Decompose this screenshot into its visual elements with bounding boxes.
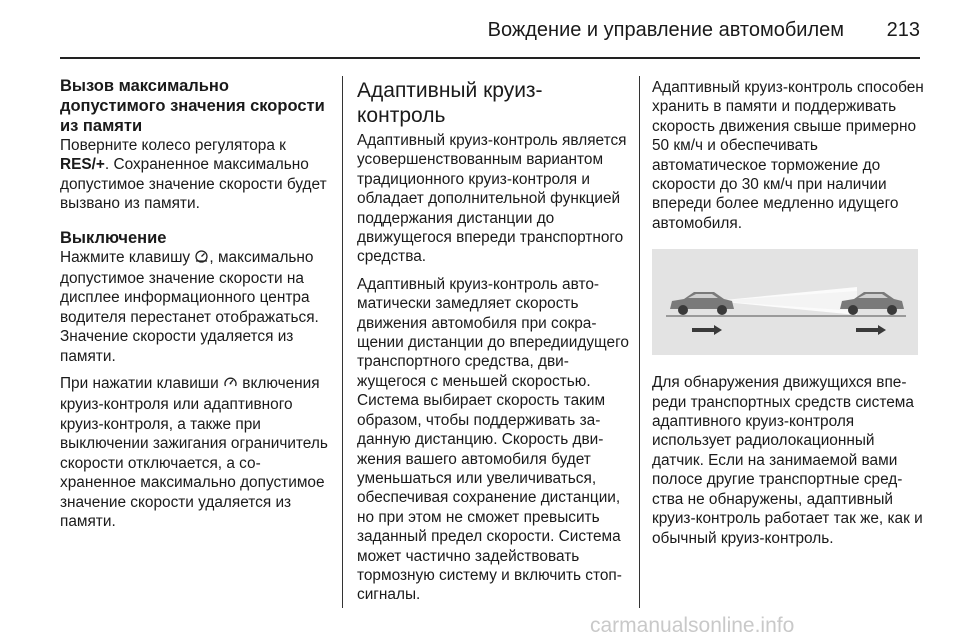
paragraph-off-1: Нажмите клавишу , максимально допустимое значение скорости на дисплее информационного центра водителя перестанет отображаться. Значение скорости удаляется из памяти. — [60, 248, 319, 365]
acc-radar-illustration — [652, 249, 918, 355]
column-3 — [652, 78, 927, 556]
page-number: 213 — [886, 19, 920, 41]
paragraph-acc-4: Для обнаружения движущихся впереди транспортных средств система адаптивного круиз-контроля использует радиолокационный датчик. Если на занимаемой вами полосе другие транспортные средства не обнаружены, адаптивный круиз-контроль работает так же, как и обычный круиз-контроль. — [652, 374, 923, 547]
column-divider-1 — [342, 76, 343, 608]
column-2 — [357, 78, 629, 613]
header-rule — [60, 57, 920, 59]
section-heading-off: Выключение — [60, 228, 167, 247]
section-heading-acc: Адаптивный круиз-контроль — [357, 79, 543, 127]
paragraph-acc-2: Адаптивный круиз-контроль автоматически замедляет скорость движения автомобиля при сокращении дистанции до впередиидущего транспортного средства, движущегося с меньшей скоростью. Система выбирает скорость таким образом, чтобы поддерживать заданную дистанцию. Скорость движения вашего автомобиля будет уменьшаться или увеличиваться, обеспечивая сохранение дистанции, но при этом не сможет превысить заданный предел скорости. Система может частично задействовать тормозную систему и включить стоп-сигналы. — [357, 275, 629, 604]
column-1 — [60, 76, 330, 539]
column-divider-2 — [639, 76, 640, 608]
section-heading-recall: Вызов максимально допустимого значения скорости из памяти — [60, 77, 325, 135]
res-plus-label: RES/+ — [60, 156, 105, 174]
cruise-control-icon — [223, 375, 238, 395]
paragraph-acc-3: Адаптивный круиз-контроль способен хранить в памяти и поддерживать скорость движения свыше примерно 50 км/ч и обеспечивать автоматическое торможение до скорости до 30 км/ч при наличии впереди более медленно идущего автомобиля. — [652, 79, 924, 232]
paragraph-acc-1: Адаптивный круиз-контроль является усовершенствованным вариантом традиционного круиз-контроля и обладает дополнительной функцией поддержания дистанции до движущегося впереди транспортного средства. — [357, 132, 627, 266]
paragraph-recall: Поверните колесо регулятора к RES/+. Сохраненное максимально допустимое значение скорости будет вызвано из памяти. — [60, 137, 327, 213]
page-header-title: Вождение и управление автомобилем — [487, 19, 844, 41]
page-header — [60, 0, 920, 56]
speed-limiter-icon — [194, 249, 209, 269]
paragraph-off-2: При нажатии клавиши включения круиз-контроля или адаптивного круиз-контроля, а также при выключении зажигания ограничитель скорости отключается, а сохраненное максимально допустимое значение скорости удаляется из памяти. — [60, 375, 328, 530]
watermark: carmanualsonline.info — [590, 614, 795, 637]
